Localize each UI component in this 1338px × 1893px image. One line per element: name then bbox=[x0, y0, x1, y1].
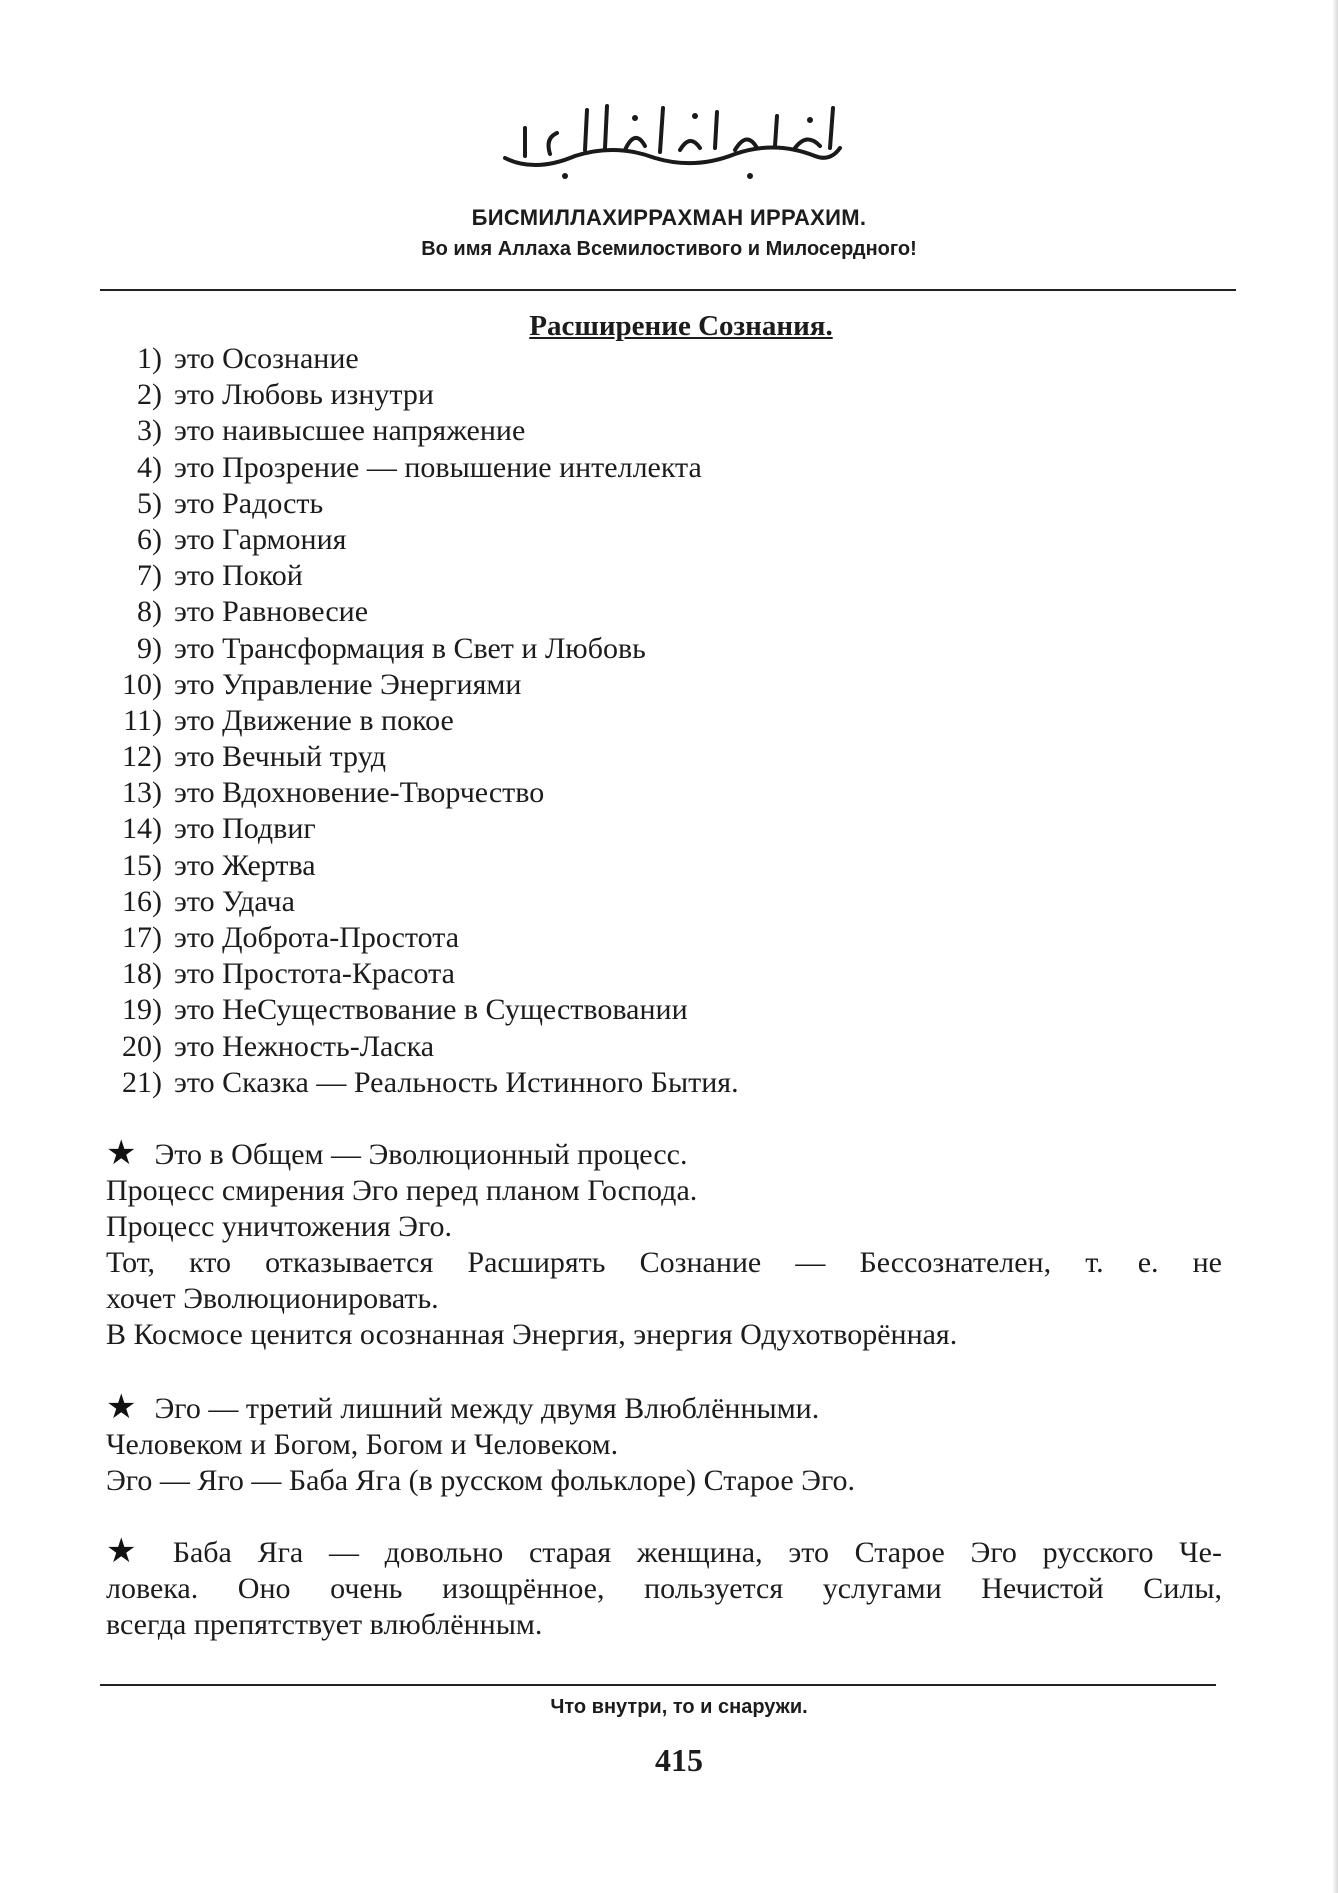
item-number: 11) bbox=[123, 703, 162, 737]
item-number: 18) bbox=[122, 957, 162, 991]
list-item bbox=[100, 775, 739, 811]
list-item bbox=[100, 341, 739, 377]
item-number: 16) bbox=[122, 884, 162, 918]
numbered-list bbox=[100, 341, 739, 1101]
paragraph-first-line bbox=[106, 1390, 1222, 1427]
item-number: 15) bbox=[122, 848, 162, 882]
item-text: это Нежность-Ласка bbox=[174, 1029, 435, 1063]
paragraph-line: всегда препятствует влюблённым. bbox=[106, 1608, 543, 1641]
item-text: это Простота-Красота bbox=[174, 957, 455, 991]
item-text: это Удача bbox=[174, 884, 295, 918]
paragraph-line: Эго — Яго — Баба Яга (в русском фольклоре) Старое Эго. bbox=[106, 1464, 856, 1497]
paragraph-line: Процесс уничтожения Эго. bbox=[106, 1210, 452, 1243]
star-icon: ★ bbox=[106, 1533, 155, 1570]
bismillah-translation: Во имя Аллаха Всемилостивого и Милосердного! bbox=[421, 238, 917, 260]
list-item bbox=[100, 811, 739, 847]
item-number: 5) bbox=[137, 486, 162, 520]
list-item bbox=[100, 956, 739, 992]
list-item bbox=[100, 992, 739, 1028]
item-number: 2) bbox=[137, 378, 162, 412]
footer-motto: Что внутри, то и снаружи. bbox=[550, 1696, 808, 1718]
item-text: это Движение в покое bbox=[174, 703, 454, 737]
item-number: 17) bbox=[122, 921, 162, 954]
paragraph-first-line bbox=[106, 1136, 1222, 1173]
item-text: это Подвиг bbox=[174, 812, 316, 846]
paragraph-text: Это в Общем — Эволюционный процесс. bbox=[154, 1138, 688, 1171]
list-item bbox=[100, 486, 739, 522]
item-text: это Равновесие bbox=[174, 595, 369, 629]
list-item bbox=[100, 1065, 739, 1101]
item-text: это Покой bbox=[174, 559, 303, 593]
paragraph-line: хочет Эволюционировать. bbox=[106, 1282, 439, 1315]
item-number: 20) bbox=[122, 1029, 162, 1063]
list-item bbox=[100, 594, 739, 630]
item-number: 14) bbox=[122, 812, 162, 846]
item-text: это Радость bbox=[174, 486, 324, 520]
list-item bbox=[100, 739, 739, 775]
item-text: это Доброта-Простота bbox=[174, 921, 460, 954]
section-title: Расширение Сознания. bbox=[529, 310, 833, 342]
list-item bbox=[100, 413, 739, 449]
item-text: это Любовь изнутри bbox=[174, 378, 434, 412]
list-item bbox=[100, 884, 739, 920]
paragraph-evolution bbox=[106, 1136, 1222, 1353]
item-text: это Осознание bbox=[174, 342, 359, 375]
item-text: это Вдохновение-Творчество bbox=[174, 776, 545, 810]
paragraph-ego bbox=[106, 1390, 1222, 1499]
bismillah-calligraphy-image bbox=[495, 88, 850, 188]
item-text: это Сказка — Реальность Истинного Бытия. bbox=[174, 1065, 739, 1099]
item-text: это Вечный труд bbox=[174, 740, 386, 774]
item-number: 4) bbox=[137, 450, 162, 484]
paragraph-first-line bbox=[106, 1534, 1222, 1571]
paragraph-baba-yaga bbox=[106, 1534, 1222, 1643]
header-divider bbox=[100, 289, 1236, 291]
list-item bbox=[100, 1029, 739, 1065]
item-number: 8) bbox=[137, 595, 162, 629]
list-item bbox=[100, 558, 739, 594]
star-icon: ★ bbox=[106, 1135, 137, 1172]
item-number: 1) bbox=[137, 342, 162, 375]
paragraph-line: Тот, кто отказывается Расширять Сознание — Бессознателен, т. е. не bbox=[106, 1246, 1222, 1279]
list-item bbox=[100, 522, 739, 558]
item-text: это Жертва bbox=[174, 848, 316, 882]
paragraph-text: Баба Яга — довольно старая женщина, это Старое Эго русского Че- bbox=[172, 1536, 1222, 1569]
list-item bbox=[100, 848, 739, 884]
item-text: это наивысшее напряжение bbox=[174, 414, 526, 448]
item-number: 12) bbox=[122, 740, 162, 774]
item-number: 3) bbox=[137, 414, 162, 448]
item-number: 7) bbox=[137, 559, 162, 593]
page-edge-shadow bbox=[1332, 0, 1338, 1893]
list-item bbox=[100, 377, 739, 413]
paragraph-line: В Космосе ценится осознанная Энергия, энергия Одухотворённая. bbox=[106, 1318, 958, 1351]
paragraph-line: Процесс смирения Эго перед планом Господа. bbox=[106, 1174, 698, 1207]
item-number: 10) bbox=[122, 667, 162, 701]
footer-divider bbox=[100, 1684, 1216, 1686]
paragraph-text: Эго — третий лишний между двумя Влюблёнными. bbox=[154, 1392, 820, 1425]
item-text: это Трансформация в Свет и Любовь bbox=[174, 631, 646, 665]
item-number: 9) bbox=[137, 631, 162, 665]
paragraph-line: Человеком и Богом, Богом и Человеком. bbox=[106, 1428, 619, 1461]
item-text: это Гармония bbox=[174, 522, 347, 556]
list-item bbox=[100, 450, 739, 486]
bismillah-transliteration: БИСМИЛЛАХИРРАХМАН ИРРАХИМ. bbox=[471, 205, 867, 230]
page-number: 415 bbox=[655, 1742, 703, 1778]
paragraph-line: ловека. Оно очень изощрённое, пользуется услугами Нечистой Силы, bbox=[106, 1572, 1222, 1605]
list-item bbox=[100, 667, 739, 703]
star-icon: ★ bbox=[106, 1389, 137, 1426]
list-item bbox=[100, 703, 739, 739]
item-text: это НеСуществование в Существовании bbox=[174, 993, 688, 1027]
item-number: 21) bbox=[122, 1065, 162, 1099]
item-number: 6) bbox=[137, 522, 162, 556]
item-number: 13) bbox=[122, 776, 162, 810]
item-text: это Управление Энергиями bbox=[174, 667, 522, 701]
list-item bbox=[100, 631, 739, 667]
item-number: 19) bbox=[122, 993, 162, 1027]
list-item bbox=[100, 920, 739, 956]
item-text: это Прозрение — повышение интеллекта bbox=[174, 450, 702, 484]
